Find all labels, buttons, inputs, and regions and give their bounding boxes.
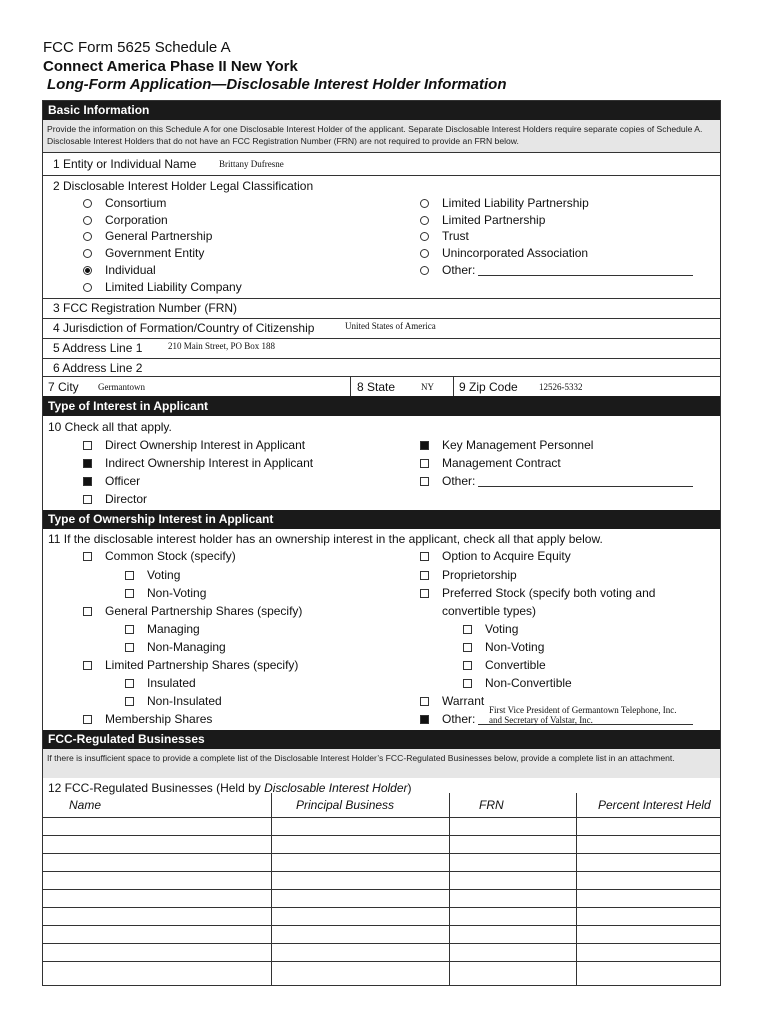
checkbox[interactable] <box>125 679 134 688</box>
checkbox[interactable] <box>420 571 429 580</box>
checkbox[interactable] <box>420 459 429 468</box>
entity-name-field[interactable]: Brittany Dufresne <box>219 159 284 169</box>
classification-option[interactable]: General Partnership <box>83 229 212 243</box>
checkbox[interactable] <box>420 477 429 486</box>
classification-option[interactable]: Limited Liability Company <box>83 280 242 294</box>
regulated-instructions: If there is insufficient space to provide a complete list of the Disclosable Interest Holder’s FCC-Regulated Businesses below, provide a complete list in an attachment. <box>43 749 720 778</box>
classification-option[interactable]: Consortium <box>83 196 166 210</box>
table-row-divider <box>43 943 720 944</box>
address-line-2-label: 6 Address Line 2 <box>53 361 143 375</box>
form-number: FCC Form 5625 Schedule A <box>43 39 231 56</box>
interest-option[interactable]: Management Contract <box>420 456 561 470</box>
ownership-option[interactable]: General Partnership Shares (specify) <box>83 604 302 618</box>
check-all-label: 10 Check all that apply. <box>48 420 172 434</box>
table-row-divider <box>43 817 720 818</box>
classification-option-other[interactable]: Other: <box>420 263 693 277</box>
ownership-option[interactable]: Warrant <box>420 694 484 708</box>
checkbox[interactable] <box>83 552 92 561</box>
radio-button[interactable] <box>83 216 92 225</box>
ownership-option[interactable]: Managing <box>125 622 200 636</box>
divider <box>43 318 720 319</box>
ownership-option[interactable]: Preferred Stock (specify both voting and <box>420 586 655 600</box>
ownership-instructions: 11 If the disclosable interest holder has an ownership interest in the applicant, check all that apply below. <box>48 532 603 546</box>
classification-option[interactable]: Trust <box>420 229 469 243</box>
other-ownership-value-line-2[interactable]: and Secretary of Valstar, Inc. <box>489 715 593 725</box>
column-header-frn: FRN <box>479 798 504 812</box>
other-classification-field[interactable] <box>478 265 693 276</box>
checkbox[interactable] <box>463 661 472 670</box>
table-row-divider <box>43 961 720 962</box>
basic-info-instructions: Provide the information on this Schedule A for one Disclosable Interest Holder of the applicant. Separate Disclosable Interest Holders require separate copies of Schedule A. Disclosable Interest Holders that do not have an FCC Registration Number (FRN) are not required to provide an FRN below. <box>43 120 720 152</box>
section-type-of-ownership: Type of Ownership Interest in Applicant <box>43 510 720 529</box>
divider <box>43 358 720 359</box>
state-field[interactable]: NY <box>421 382 434 392</box>
radio-button[interactable] <box>83 283 92 292</box>
ownership-option[interactable]: Proprietorship <box>420 568 517 582</box>
jurisdiction-field[interactable]: United States of America <box>345 321 436 331</box>
interest-option[interactable]: Direct Ownership Interest in Applicant <box>83 438 305 452</box>
checkbox[interactable] <box>83 495 92 504</box>
ownership-option[interactable]: Non-Voting <box>125 586 206 600</box>
checkbox[interactable] <box>125 589 134 598</box>
preferred-stock-continued: convertible types) <box>442 604 537 618</box>
table-row-divider <box>43 889 720 890</box>
classification-option[interactable]: Limited Partnership <box>420 213 545 227</box>
divider <box>43 338 720 339</box>
section-fcc-regulated-businesses: FCC-Regulated Businesses <box>43 730 720 749</box>
checkbox[interactable] <box>125 697 134 706</box>
other-interest-field[interactable] <box>478 476 693 487</box>
checkbox[interactable] <box>83 441 92 450</box>
radio-button[interactable] <box>420 216 429 225</box>
ownership-option-other[interactable]: Other: <box>420 712 693 726</box>
checkbox[interactable] <box>420 552 429 561</box>
table-row-divider <box>43 835 720 836</box>
address-line-1-field[interactable]: 210 Main Street, PO Box 188 <box>168 341 275 351</box>
radio-button[interactable] <box>83 199 92 208</box>
program-title: Connect America Phase II New York <box>43 58 298 75</box>
divider <box>43 376 720 377</box>
checkbox[interactable] <box>83 715 92 724</box>
checkbox[interactable] <box>420 697 429 706</box>
ownership-option[interactable]: Non-Insulated <box>125 694 222 708</box>
legal-classification-label: 2 Disclosable Interest Holder Legal Classification <box>53 179 314 193</box>
divider <box>43 175 720 176</box>
table-column-divider <box>449 793 450 985</box>
ownership-option[interactable]: Voting <box>463 622 518 636</box>
checkbox-checked[interactable] <box>83 459 92 468</box>
form-body <box>42 100 721 986</box>
ownership-option[interactable]: Non-Voting <box>463 640 544 654</box>
radio-button[interactable] <box>83 249 92 258</box>
checkbox[interactable] <box>463 679 472 688</box>
radio-button[interactable] <box>420 199 429 208</box>
checkbox[interactable] <box>463 625 472 634</box>
column-header-name: Name <box>69 798 102 812</box>
radio-button[interactable] <box>420 266 429 275</box>
table-row-divider <box>43 853 720 854</box>
city-field[interactable]: Germantown <box>98 382 145 392</box>
interest-option[interactable]: Director <box>83 492 147 506</box>
classification-option[interactable]: Individual <box>83 263 156 277</box>
zip-field[interactable]: 12526-5332 <box>539 382 583 392</box>
entity-name-label: 1 Entity or Individual Name <box>53 157 197 171</box>
interest-option[interactable]: Indirect Ownership Interest in Applicant <box>83 456 313 470</box>
other-ownership-value-line-1[interactable]: First Vice President of Germantown Telephone, Inc. <box>489 705 677 715</box>
checkbox[interactable] <box>83 661 92 670</box>
classification-option[interactable]: Government Entity <box>83 246 204 260</box>
table-row-divider <box>43 925 720 926</box>
section-type-of-interest: Type of Interest in Applicant <box>43 396 720 416</box>
table-column-divider <box>576 793 577 985</box>
divider <box>43 152 720 153</box>
divider <box>43 298 720 299</box>
table-row-divider <box>43 871 720 872</box>
jurisdiction-label: 4 Jurisdiction of Formation/Country of Citizenship <box>53 321 315 335</box>
classification-option[interactable]: Corporation <box>83 213 168 227</box>
interest-option[interactable]: Officer <box>83 474 140 488</box>
radio-button[interactable] <box>83 232 92 241</box>
divider <box>453 376 454 396</box>
classification-option[interactable]: Unincorporated Association <box>420 246 588 260</box>
divider <box>350 376 351 396</box>
regulated-businesses-label: 12 FCC-Regulated Businesses (Held by Disclosable Interest Holder) <box>48 781 412 795</box>
checkbox[interactable] <box>420 589 429 598</box>
checkbox[interactable] <box>463 643 472 652</box>
interest-option-other[interactable]: Other: <box>420 474 693 488</box>
zip-label: 9 Zip Code <box>459 380 518 394</box>
city-label: 7 City <box>48 380 79 394</box>
checkbox-checked[interactable] <box>83 477 92 486</box>
checkbox[interactable] <box>83 607 92 616</box>
state-label: 8 State <box>357 380 396 394</box>
ownership-option[interactable]: Voting <box>125 568 180 582</box>
classification-option[interactable]: Limited Liability Partnership <box>420 196 589 210</box>
section-basic-information: Basic Information <box>43 101 720 120</box>
table-row-divider <box>43 907 720 908</box>
frn-label: 3 FCC Registration Number (FRN) <box>53 301 238 315</box>
ownership-option[interactable]: Non-Managing <box>125 640 226 654</box>
checkbox[interactable] <box>125 625 134 634</box>
ownership-option[interactable]: Membership Shares <box>83 712 212 726</box>
radio-button[interactable] <box>420 249 429 258</box>
ownership-option[interactable]: Limited Partnership Shares (specify) <box>83 658 298 672</box>
table-column-divider <box>271 793 272 985</box>
ownership-option[interactable]: Common Stock (specify) <box>83 549 236 563</box>
checkbox[interactable] <box>125 643 134 652</box>
ownership-option[interactable]: Option to Acquire Equity <box>420 549 571 563</box>
address-line-1-label: 5 Address Line 1 <box>53 341 143 355</box>
interest-option[interactable]: Key Management Personnel <box>420 438 593 452</box>
column-header-principal-business: Principal Business <box>296 798 395 812</box>
column-header-percent-interest: Percent Interest Held <box>598 798 711 812</box>
ownership-option[interactable]: Non-Convertible <box>463 676 572 690</box>
checkbox-checked[interactable] <box>420 715 429 724</box>
radio-button[interactable] <box>420 232 429 241</box>
radio-button-selected[interactable] <box>83 266 92 275</box>
ownership-option[interactable]: Insulated <box>125 676 196 690</box>
checkbox[interactable] <box>125 571 134 580</box>
checkbox-checked[interactable] <box>420 441 429 450</box>
ownership-option[interactable]: Convertible <box>463 658 546 672</box>
form-subtitle: Long-Form Application—Disclosable Interest Holder Information <box>47 76 507 93</box>
